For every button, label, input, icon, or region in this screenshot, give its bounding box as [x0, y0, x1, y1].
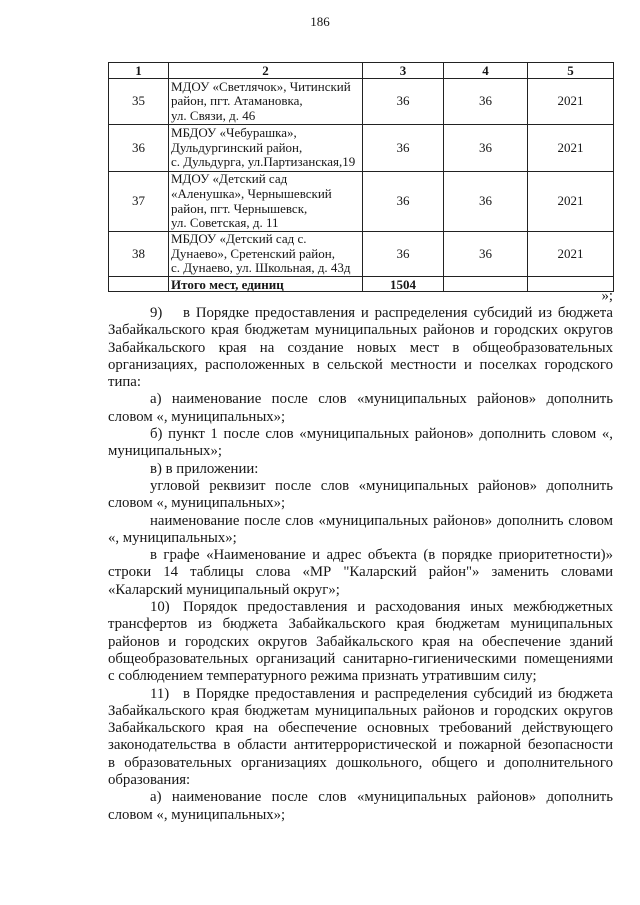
body-line: Забайкальского края бюджетам муниципальных районов и городских округов — [108, 322, 613, 339]
table-header-row — [109, 63, 614, 79]
col3-cell: 36 — [363, 79, 444, 125]
col4-cell: 36 — [444, 125, 528, 172]
body-line: районов и городских округов Забайкальского края на обеспечение зданий — [108, 633, 613, 650]
institution-line: МБДОУ «Детский сад с. — [171, 231, 307, 247]
table-row — [109, 79, 614, 125]
body-line — [108, 686, 613, 703]
body-line: Забайкальского края бюджетам муниципальных районов и городских округов — [108, 702, 613, 719]
institution-line: ул. Советская, д. 11 — [171, 215, 279, 231]
closing-quote-mark: »; — [601, 288, 613, 304]
body-line-text: в Порядке предоставления и распределения субсидий из бюджета — [183, 305, 613, 321]
body-line: в графе «Наименование и адрес объекта (в порядке приоритетности)» — [150, 547, 613, 564]
col4-cell: 36 — [444, 172, 528, 232]
table-header-cell: 1 — [109, 63, 169, 79]
institution-line: МДОУ «Светлячок», Читинский — [171, 78, 351, 94]
body-line: Забайкальского края на создание новых мест в общеобразовательных — [108, 339, 613, 356]
institution-line: ул. Связи, д. 46 — [171, 107, 256, 123]
empty-cell — [444, 277, 528, 292]
places-table — [108, 62, 614, 292]
item-marker: 11) — [150, 685, 170, 702]
institution-line: с. Дунаево, ул. Школьная, д. 43д — [171, 260, 351, 276]
institution-line: Дунаево», Сретенский район, — [171, 245, 335, 261]
body-line: а) наименование после слов «муниципальных районов» дополнить — [150, 391, 613, 408]
body-line: в образовательных организациях дошкольного, общего и дополнительного — [108, 754, 613, 771]
document-body — [108, 305, 613, 824]
body-line — [108, 599, 613, 616]
row-number-cell: 35 — [109, 79, 169, 125]
page-number: 186 — [310, 14, 330, 29]
item-marker: 10) — [150, 599, 170, 616]
year-cell: 2021 — [528, 172, 614, 232]
institution-cell — [169, 172, 363, 232]
table-header-cell: 5 — [528, 63, 614, 79]
institution-cell — [169, 125, 363, 172]
body-line: «Каларский муниципальный округ»; — [108, 581, 340, 598]
total-label: Итого мест, единиц — [169, 277, 363, 292]
table-header-cell: 4 — [444, 63, 528, 79]
body-line: а) наименование после слов «муниципальных районов» дополнить — [150, 789, 613, 806]
col3-cell: 36 — [363, 232, 444, 277]
body-line-text: Порядок предоставления и расходования иных межбюджетных — [183, 599, 613, 616]
body-line: организациях, расположенных в сельской местности и поселках городского — [108, 356, 613, 373]
table-row — [109, 125, 614, 172]
institution-cell — [169, 232, 363, 277]
year-cell: 2021 — [528, 79, 614, 125]
empty-cell — [109, 277, 169, 292]
row-number-cell: 38 — [109, 232, 169, 277]
body-line: словом «, муниципальных»; — [108, 806, 286, 823]
col3-cell: 36 — [363, 125, 444, 172]
table-header-cell: 2 — [169, 63, 363, 79]
table-row — [109, 172, 614, 232]
total-value: 1504 — [363, 277, 444, 292]
body-line-text: в Порядке предоставления и распределения субсидий из бюджета — [183, 685, 613, 702]
table-total-row — [109, 277, 614, 292]
body-line: словом «, муниципальных»; — [108, 495, 286, 512]
body-line: типа: — [108, 374, 141, 391]
institution-line: МБДОУ «Чебурашка», — [171, 125, 297, 141]
body-line: наименование после слов «муниципальных районов» дополнить словом — [150, 512, 613, 529]
body-line — [108, 305, 613, 322]
col3-cell: 36 — [363, 172, 444, 232]
year-cell: 2021 — [528, 125, 614, 172]
body-line: словом «, муниципальных»; — [108, 408, 286, 425]
body-line: с соблюдением температурного режима признать утратившим силу; — [108, 668, 537, 685]
body-line: строки 14 таблицы слова «МР "Каларский район"» заменить словами — [108, 564, 613, 581]
table-row — [109, 232, 614, 277]
row-number-cell: 37 — [109, 172, 169, 232]
institution-cell — [169, 79, 363, 125]
col4-cell: 36 — [444, 79, 528, 125]
row-number-cell: 36 — [109, 125, 169, 172]
body-line: законодательства в области антитеррористической и пожарной безопасности — [108, 737, 613, 754]
year-cell: 2021 — [528, 232, 614, 277]
body-line: образования: — [108, 772, 191, 789]
body-line: Забайкальского края на обеспечение основных требований действующего — [108, 720, 613, 737]
institution-line: район, пгт. Чернышевск, — [171, 200, 308, 216]
body-line: трансфертов из бюджета Забайкальского края бюджетам муниципальных — [108, 616, 613, 633]
table-header-cell: 3 — [363, 63, 444, 79]
body-line: общеобразовательных организаций санитарно-гигиеническими помещениями — [108, 650, 613, 667]
institution-line: «Аленушка», Чернышевский — [171, 185, 332, 201]
institution-line: Дульдургинский район, — [171, 139, 303, 155]
body-line: в) в приложении: — [150, 460, 259, 477]
body-line: угловой реквизит после слов «муниципальных районов» дополнить — [150, 477, 613, 494]
institution-line: район, пгт. Атамановка, — [171, 93, 303, 109]
institution-line: МДОУ «Детский сад — [171, 171, 288, 187]
body-line: «, муниципальных»; — [108, 529, 237, 546]
item-marker: 9) — [150, 305, 163, 321]
col4-cell: 36 — [444, 232, 528, 277]
body-line: б) пункт 1 после слов «муниципальных районов» дополнить словом «, — [150, 426, 613, 443]
body-line: муниципальных»; — [108, 443, 222, 460]
institution-line: с. Дульдурга, ул.Партизанская,19 — [171, 154, 356, 170]
